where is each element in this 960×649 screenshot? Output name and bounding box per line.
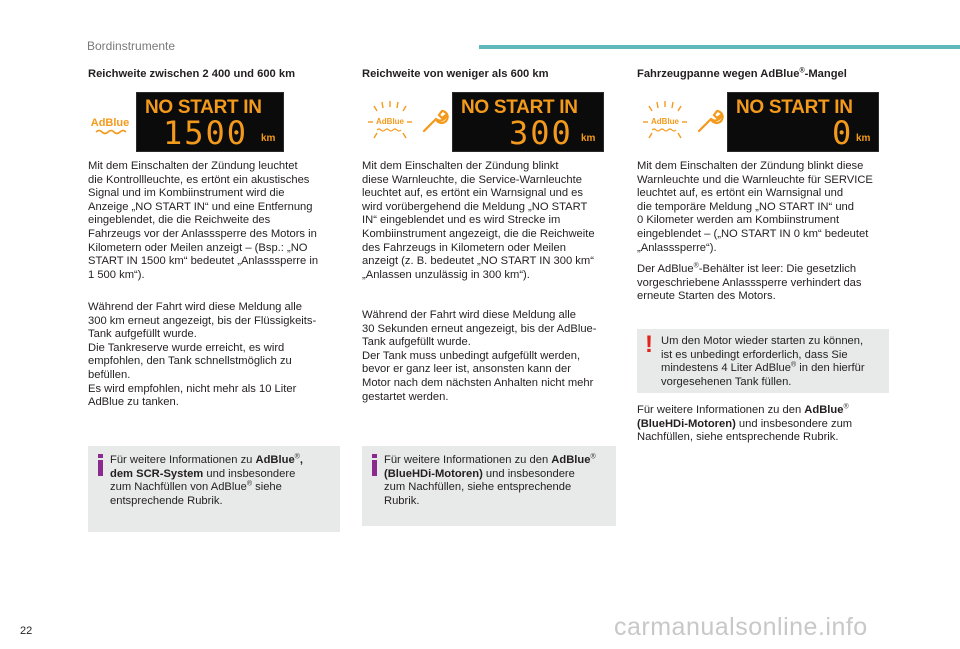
column-title: Reichweite von weniger als 600 km [362, 68, 549, 80]
note-text: Für weitere Informationen zu den AdBlue® (BlueHDi-Motoren) und insbesondere zum Nachfüllen, siehe entsprechende Rubrik. [384, 453, 596, 507]
watermark: carmanualsonline.info [614, 613, 868, 641]
text-line: Es wird empfohlen, nicht mehr als 10 Liter [88, 382, 297, 395]
display-distance: 0 [832, 114, 854, 152]
display-message: NO START IN [145, 97, 262, 118]
text-line: IN“ eingeblendet und es wird Strecke im [362, 214, 561, 227]
text-line: Kombiinstrument angezeigt, die die Reichweite [362, 227, 595, 240]
warning-text: Um den Motor wieder starten zu können, ist es unbedingt erforderlich, dass Sie mindestens 4 Liter AdBlue® in den hierfür vorgesehenen Tank füllen. [661, 335, 865, 388]
text-line: gestartet werden. [362, 390, 449, 403]
text-line: „Anlassen unzulässig in 300 km“). [362, 268, 530, 281]
figure-0km [637, 92, 879, 152]
column-range-2400-600 [88, 68, 346, 82]
info-note-scr [88, 446, 340, 532]
display-message: NO START IN [736, 97, 853, 118]
text-line: empfohlen, den Tank schnellstmöglich zu [88, 355, 292, 368]
column-title: Fahrzeugpanne wegen AdBlue®-Mangel [637, 67, 847, 80]
text-line: START IN 1500 km“ bedeutet „Anlasssperre in [88, 255, 319, 268]
col1-paragraph-1 [88, 160, 344, 282]
text-line: befüllen. [88, 368, 131, 381]
text-line: AdBlue zu tanken. [88, 396, 179, 409]
col3-paragraph-3: Für weitere Informationen zu den AdBlue® (BlueHDi-Motoren) und insbesondere zum Nachfüllen, siehe entsprechende Rubrik. [637, 403, 853, 444]
text-line: Tank aufgefüllt wurde. [362, 336, 471, 349]
text-line: Fahrzeugs vor der Anlasssperre des Motors in [88, 227, 317, 240]
text-line: eingeblendet – („NO START IN 0 km“ bedeutet [637, 227, 869, 240]
display-message: NO START IN [461, 97, 578, 118]
figure-1500km [88, 92, 284, 152]
cluster-display [452, 92, 604, 152]
column-title: Reichweite zwischen 2 400 und 600 km [88, 68, 296, 80]
text-line: leuchtet auf, es ertönt ein Warnsignal und es [362, 187, 583, 200]
display-distance: 1500 [163, 114, 249, 152]
cluster-display [136, 92, 284, 152]
text-line: diese Warnleuchte, die Service-Warnleuchte [362, 173, 582, 186]
col3-paragraph-2: Der AdBlue®-Behälter ist leer: Die gesetzlich vorgeschriebene Anlasssperre verhindert das erneute Starten des Motors. [637, 263, 899, 304]
text-line: Tank aufgefüllt wurde. [88, 328, 197, 341]
service-wrench-icon [420, 107, 450, 137]
service-wrench-icon [695, 107, 725, 137]
info-note-bluehdi [362, 446, 616, 526]
text-line: die Kontrollleuchte, es ertönt ein akustisches [88, 173, 310, 186]
cluster-display [727, 92, 879, 152]
text-line: Mit dem Einschalten der Zündung blinkt [362, 160, 559, 172]
col2-paragraph-2 [362, 309, 622, 404]
text-line: Anzeige „NO START IN“ und eine Entfernung [88, 200, 313, 213]
text-line: bevor er ganz leer ist, ansonsten kann der [362, 363, 571, 376]
text-line: Mit dem Einschalten der Zündung blinkt diese [637, 160, 864, 172]
adblue-blinking-icon [639, 100, 689, 144]
text-line: anzeigt (z. B. bedeutet „NO START IN 300 km“ [362, 255, 594, 268]
warning-note [637, 329, 889, 393]
info-icon [371, 454, 379, 476]
text-line: Kilometern oder Meilen anzeigt – (Bsp.: „NO [88, 241, 308, 254]
display-unit: km [856, 133, 871, 144]
text-line: die temporäre Meldung „NO START IN“ und [637, 200, 855, 213]
warning-icon: ! [645, 331, 653, 358]
text-line: Motor nach dem nächsten Anhalten nicht mehr [362, 376, 594, 389]
text-line: des Fahrzeugs in Kilometern oder Meilen [362, 241, 566, 254]
note-text: Für weitere Informationen zu AdBlue®, dem SCR-System und insbesondere zum Nachfüllen von AdBlue® siehe entsprechende Rubrik. [110, 453, 303, 507]
svg-text:AdBlue: AdBlue [651, 117, 679, 126]
text-line: vorgeschriebene Anlasssperre verhindert das [637, 276, 862, 289]
text-line: leuchtet auf, es ertönt ein Warnsignal und [637, 187, 844, 200]
display-distance: 300 [509, 114, 573, 152]
text-line: 1 500 km“). [88, 268, 145, 281]
text-line: erneute Starten des Motors. [637, 290, 776, 303]
text-line: 30 Sekunden erneut angezeigt, bis der AdBlue- [362, 322, 597, 335]
text-line: Signal und im Kombiinstrument wird die [88, 187, 285, 200]
column-adblue-breakdown [637, 68, 895, 82]
header-accent-bar [479, 45, 960, 49]
display-unit: km [261, 133, 276, 144]
info-icon [97, 454, 105, 476]
text-line: 0 Kilometer werden am Kombiinstrument [637, 214, 840, 227]
text-line: Der Tank muss unbedingt aufgefüllt werden, [362, 349, 581, 362]
display-unit: km [581, 133, 596, 144]
column-range-below-600 [362, 68, 620, 82]
text-line: wird vorübergehend die Meldung „NO START [362, 200, 588, 213]
adblue-blinking-icon [364, 100, 414, 144]
text-line: Während der Fahrt wird diese Meldung alle [88, 301, 302, 313]
text-line: Während der Fahrt wird diese Meldung alle [362, 309, 576, 321]
text-line: „Anlasssperre“). [637, 241, 717, 254]
page-number: 22 [20, 625, 33, 637]
section-title: Bordinstrumente [87, 39, 176, 53]
text-line: Warnleuchte und die Warnleuchte für SERVICE [637, 173, 873, 186]
figure-300km [362, 92, 604, 152]
text-line: eingeblendet, die die Reichweite des [88, 214, 271, 227]
text-line: Die Tankreserve wurde erreicht, es wird [88, 341, 285, 354]
text-line: Mit dem Einschalten der Zündung leuchtet [88, 160, 298, 172]
col2-paragraph-1 [362, 160, 622, 282]
col1-paragraph-2 [88, 301, 344, 410]
svg-text:AdBlue: AdBlue [376, 117, 404, 126]
text-line: 300 km erneut angezeigt, bis der Flüssigkeits- [88, 314, 317, 327]
col3-paragraph-1 [637, 160, 899, 255]
adblue-warning-icon [88, 104, 132, 144]
adblue-label: AdBlue [90, 117, 130, 129]
